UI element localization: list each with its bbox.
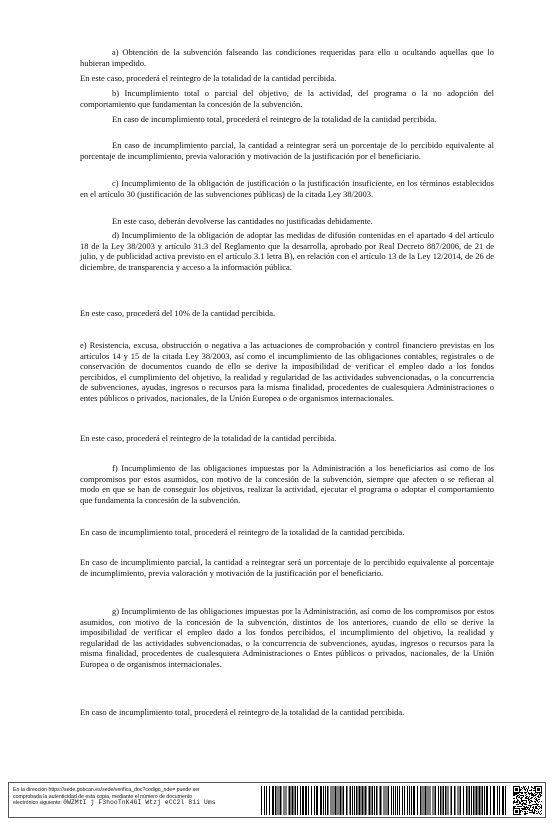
paragraph-d: d) Incumplimiento de la obligación de adoptar las medidas de difusión contenidas en el apartado 4 del artículo 18 de la Ley 38/2003 y artículo 31.3 del Reglamento que la desarrolla, aprobado por Real Decreto 887/2006, de 21 de julio, y de publicidad activa previsto en el artículo 3.1 letra B), en relación con el artículo 13 de la Ley 12/2014, de 26 de diciembre, de transparencia y acceso a la información pública. (80, 230, 494, 272)
paragraph-f-total: En caso de incumplimiento total, procederá el reintegro de la totalidad de la cantidad percibida. (80, 527, 405, 537)
paragraph-g-total: En caso de incumplimiento total, procederá el reintegro de la totalidad de la cantidad percibida. (80, 707, 405, 717)
verification-line-1: En la dirección https://sede.gobcan.es/sede/verifica_doc?codigo_nde= puede ser (13, 787, 200, 793)
paragraph-a-result: En este caso, procederá el reintegro de la totalidad de la cantidad percibida. (80, 73, 337, 83)
paragraph-c: c) Incumplimiento de la obligación de justificación o la justificación insuficiente, en los términos establecidos en el artículo 30 (justificación de las subvenciones públicas) de la citada Ley 38/2003. (80, 178, 494, 199)
paragraph-e: e) Resistencia, excusa, obstrucción o negativa a las actuaciones de comprobación y control financiero previstas en los artículos 14 y 15 de la citada Ley 38/2003, así como el incumplimiento de las obligaciones contables, registrales o de conservación de documentos cuando de ello se derive la imposibilidad de verificar el empleo dado a los fondos percibidos, el cumplimiento del objetivo, la realidad y regularidad de las actividades subvencionadas, o la concurrencia de subvenciones, ayudas, ingresos o recursos para la misma finalidad, procedentes de cualesquiera Administraciones o entes públicos o privados, nacionales, de la Unión Europea o de organismos internacionales. (80, 340, 494, 403)
paragraph-a: a) Obtención de la subvención falseando las condiciones requeridas para ello u ocultando aquellas que lo hubieran impedido. (80, 47, 494, 68)
paragraph-c-result: En este caso, deberán devolverse las cantidades no justificadas debidamente. (112, 216, 373, 226)
qr-code-icon (513, 786, 542, 815)
paragraph-f-partial: En caso de incumplimiento parcial, la cantidad a reintegrar será un porcentaje de lo percibido equivalente al porcentaje de incumplimiento, previa valoración y motivación de la justificación por el beneficiario. (80, 557, 494, 578)
verification-line-2: comprobada la autenticidad de esta copia, mediante el número de documento (13, 793, 193, 800)
paragraph-b-partial: En caso de incumplimiento parcial, la cantidad a reintegrar será un porcentaje de lo percibido equivalente al porcentaje de incumplimiento, previa valoración y motivación de la justificación por el beneficiario. (80, 140, 494, 161)
verification-line-3: electrónico siguiente: (13, 800, 64, 807)
verification-text (13, 787, 275, 807)
document-code: 0WZMtI j F3hooTnK4GI Wtzj eCC2l 81i Ums (63, 799, 216, 807)
paragraph-g: g) Incumplimiento de las obligaciones impuestas por la Administración, así como de los compromisos por estos asumidos, con motivo de la concesión de la subvención, distintos de los anteriores, cuando de ello se derive la imposibilidad de verificar el empleo dado a los fondos percibidos, el incumplimiento del objetivo, la realidad y regularidad de las actividades subvencionadas, o la concurrencia de subvenciones, ayudas, ingresos o recursos para la misma finalidad, procedentes de cualesquiera Administraciones o Entes públicos o privados, nacionales, de la Unión Europea o de organismos internacionales. (80, 606, 494, 669)
paragraph-b-total: En caso de incumplimiento total, procederá el reintegro de la totalidad de la cantidad percibida. (112, 114, 437, 124)
paragraph-f: f) Incumplimiento de las obligaciones impuestas por la Administración a los beneficiarios así como de los compromisos por estos asumidos, con motivo de la concesión de la subvención, siempre que afecten o se refieran al modo en que se han de conseguir los objetivos, realizar la actividad, ejecutar el programa o adoptar el comportamiento que fundamenta la concesión de la subvención. (80, 463, 494, 505)
paragraph-e-result: En este caso, procederá el reintegro de la totalidad de la cantidad percibida. (80, 433, 337, 443)
paragraph-d-result: En este caso, procederá del 10% de la cantidad percibida. (80, 308, 276, 318)
paragraph-b: b) Incumplimiento total o parcial del objetivo, de la actividad, del programa o la no adopción del comportamiento que fundamentan la concesión de la subvención. (80, 88, 494, 109)
verification-footer (8, 782, 546, 818)
barcode-icon (261, 786, 507, 815)
